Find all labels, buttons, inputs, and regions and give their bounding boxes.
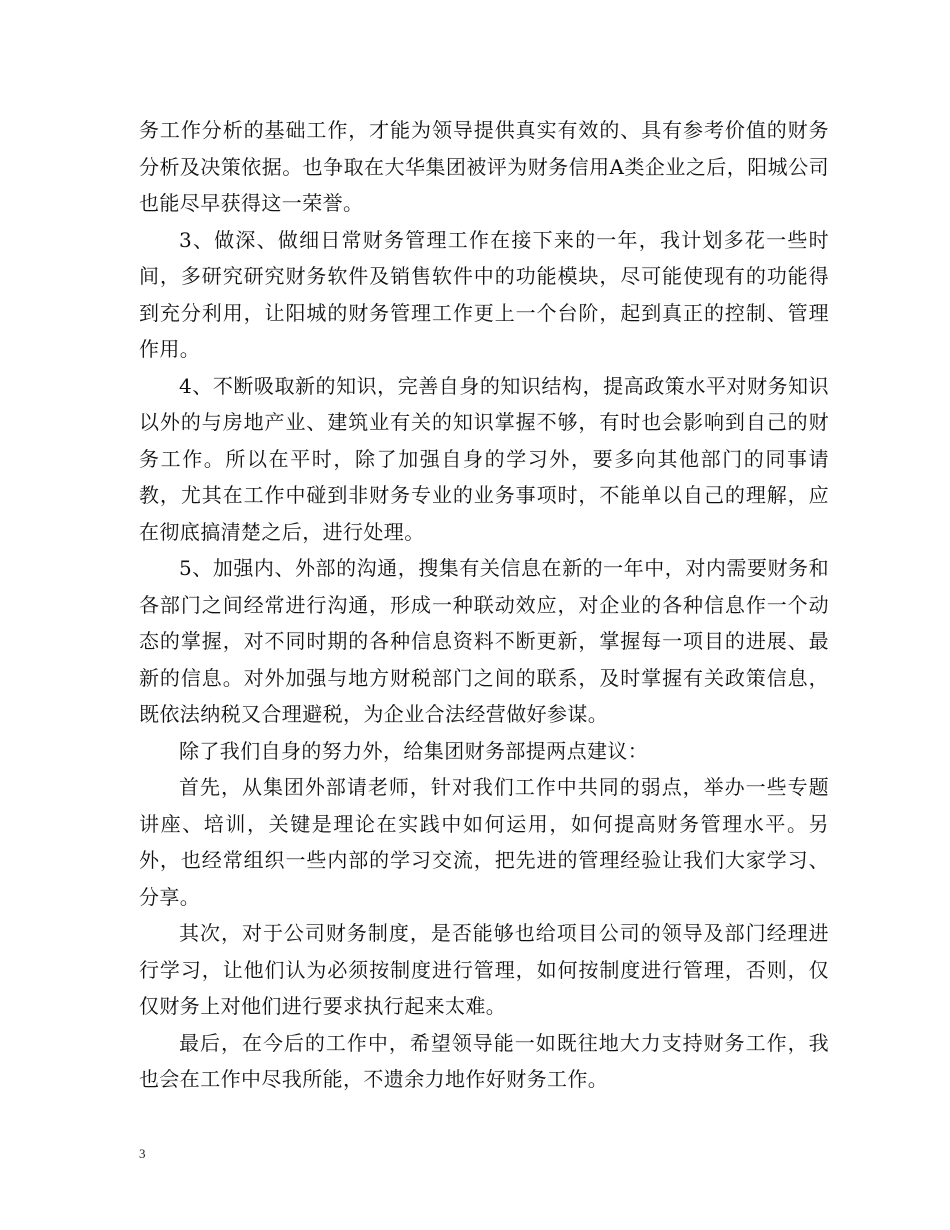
paragraph-suggestion-second: 其次，对于公司财务制度，是否能够也给项目公司的领导及部门经理进行学习，让他们认为必须按制度进行管理，如何按制度进行管理，否则，仅仅财务上对他们进行要求执行起来太难。 <box>139 921 829 1018</box>
paragraph-closing: 最后，在今后的工作中，希望领导能一如既往地大力支持财务工作，我也会在工作中尽我所能，不遗余力地作好财务工作。 <box>139 1030 829 1091</box>
body-text <box>139 112 829 1098</box>
paragraph-continuation: 务工作分析的基础工作，才能为领导提供真实有效的、具有参考价值的财务分析及决策依据。也争取在大华集团被评为财务信用A类企业之后，阳城公司也能尽早获得这一荣誉。 <box>139 118 829 215</box>
paragraph-item-5: 5、加强内、外部的沟通，搜集有关信息在新的一年中，对内需要财务和各部门之间经常进行沟通，形成一种联动效应，对企业的各种信息作一个动态的掌握，对不同时期的各种信息资料不断更新，掌握每一项目的进展、最新的信息。对外加强与地方财税部门之间的联系，及时掌握有关政策信息，既依法纳税又合理避税，为企业合法经营做好参谋。 <box>139 556 829 726</box>
page-number: 3 <box>139 1146 146 1161</box>
paragraph-item-3: 3、做深、做细日常财务管理工作在接下来的一年，我计划多花一些时间，多研究研究财务软件及销售软件中的功能模块，尽可能使现有的功能得到充分利用，让阳城的财务管理工作更上一个台阶，起到真正的控制、管理作用。 <box>139 227 829 361</box>
paragraph-suggestions-intro: 除了我们自身的努力外，给集团财务部提两点建议： <box>179 738 649 763</box>
paragraph-suggestion-first: 首先，从集团外部请老师，针对我们工作中共同的弱点，举办一些专题讲座、培训，关键是理论在实践中如何运用，如何提高财务管理水平。另外，也经常组织一些内部的学习交流，把先进的管理经验让我们大家学习、分享。 <box>139 775 829 909</box>
paragraph-item-4: 4、不断吸取新的知识，完善自身的知识结构，提高政策水平对财务知识以外的与房地产业、建筑业有关的知识掌握不够，有时也会影响到自己的财务工作。所以在平时，除了加强自身的学习外，要多向其他部门的同事请教，尤其在工作中碰到非财务专业的业务事项时，不能单以自己的理解，应在彻底搞清楚之后，进行处理。 <box>139 373 829 544</box>
